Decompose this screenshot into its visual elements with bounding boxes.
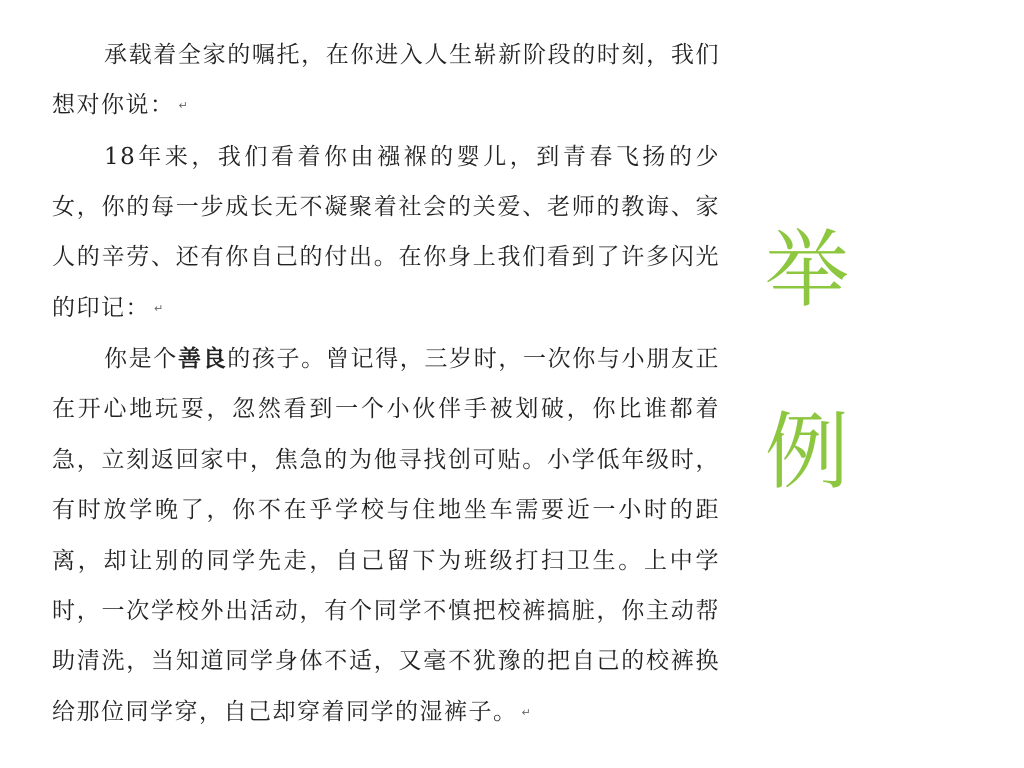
paragraph-growth-text: 18年来，我们看着你由襁褓的婴儿，到青春飞扬的少女，你的每一步成长无不凝聚着社会的关爱、老师的教诲、家人的辛劳、还有你自己的付出。在你身上我们看到了许多闪光的印记：: [52, 143, 720, 321]
paragraph-intro-text: 承载着全家的嘱托，在你进入人生崭新阶段的时刻，我们想对你说：: [52, 42, 720, 119]
side-title-char-1: 举: [764, 221, 849, 319]
paragraph-mark-icon: ↵: [521, 705, 531, 719]
paragraph-kindness-text-before: 你是个: [104, 346, 178, 373]
paragraph-mark-icon: ↵: [178, 99, 188, 113]
paragraph-kindness: [52, 334, 720, 738]
paragraph-intro: [52, 30, 720, 132]
paragraph-kindness-bold-word: 善良: [177, 345, 228, 373]
paragraph-kindness-text-after: 的孩子。曾记得，三岁时，一次你与小朋友正在开心地玩耍，忽然看到一个小伙伴手被划破，你比谁都着急，立刻返回家中，焦急的为他寻找创可贴。小学低年级时，有时放学晚了，你不在乎学校与住地坐车需要近一小时的距离，却让别的同学先走，自己留下为班级打扫卫生。上中学时，一次学校外出活动，有个同学不慎把校裤搞脏，你主动帮助清洗，当知道同学身体不适，又毫不犹豫的把自己的校裤换给那位同学穿，自己却穿着同学的湿裤子。: [52, 346, 721, 725]
paragraph-mark-icon: ↵: [154, 301, 164, 315]
document-body: [52, 30, 720, 738]
paragraph-growth: [52, 132, 720, 334]
side-title-char-2: 例: [764, 403, 849, 501]
